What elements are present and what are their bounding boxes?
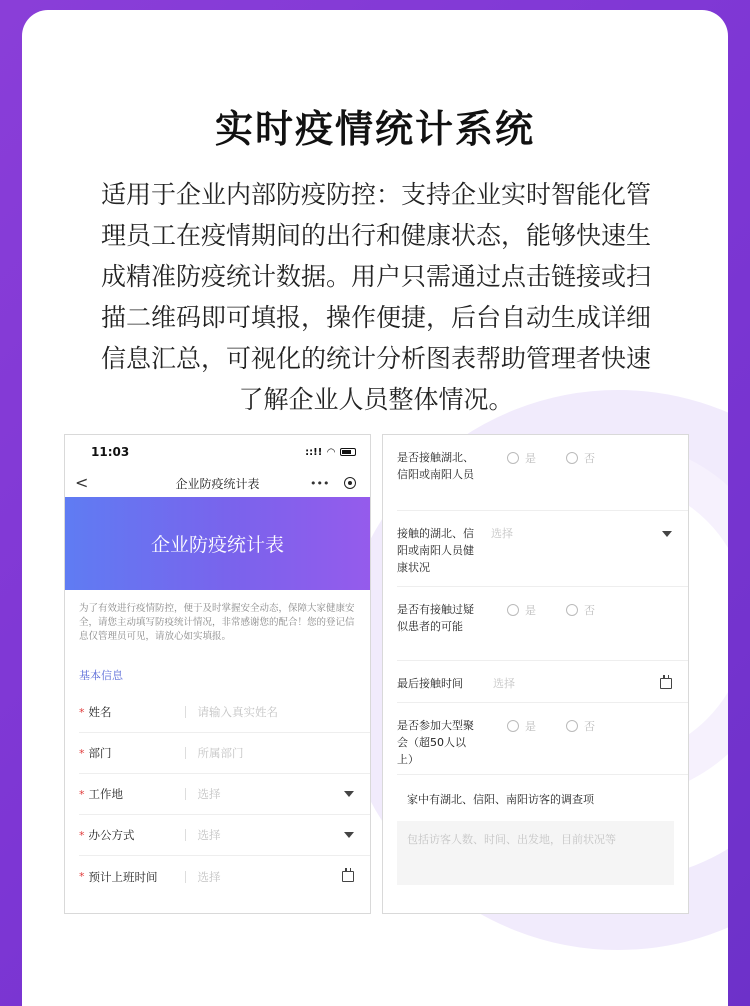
question-contact-hubei	[397, 435, 688, 511]
status-icons	[305, 447, 356, 458]
field-separator	[185, 829, 186, 841]
field-separator	[185, 747, 186, 759]
field-separator	[185, 788, 186, 800]
radio-label: 否	[584, 451, 595, 465]
question-label: 是否参加大型聚会（超50人以上）	[397, 719, 474, 766]
close-target-icon[interactable]	[344, 477, 356, 489]
visitor-survey-label: 家中有湖北、信阳、南阳访客的调查项	[407, 793, 594, 806]
calendar-icon[interactable]	[342, 871, 354, 882]
visitor-survey-textarea[interactable]: 包括访客人数、时间、出发地，目前状况等	[397, 821, 674, 885]
office-mode-field[interactable]	[79, 815, 370, 856]
back-icon[interactable]: <	[75, 473, 89, 492]
description-line: 信息汇总，可视化的统计分析图表帮助管理者快速	[100, 344, 651, 373]
office-mode-select[interactable]: 选择	[197, 828, 221, 842]
chevron-down-icon[interactable]	[344, 791, 354, 797]
radio-yes[interactable]	[507, 717, 536, 734]
calendar-icon[interactable]	[660, 678, 672, 689]
name-field[interactable]	[79, 692, 370, 733]
question-label: 是否接触湖北、信阳或南阳人员	[397, 451, 474, 481]
field-label: 办公方式	[88, 828, 135, 842]
form-screenshot-left	[64, 434, 371, 914]
description-line: 描二维码即可填报，操作便捷，后台自动生成详细	[100, 303, 651, 332]
radio-group	[507, 587, 595, 660]
radio-no[interactable]	[566, 601, 595, 618]
radio-no[interactable]	[566, 449, 595, 466]
nav-bar	[65, 469, 370, 497]
health-status-select[interactable]: 选择	[491, 527, 513, 540]
required-mark: *	[79, 870, 85, 883]
question-large-gathering	[397, 703, 688, 775]
radio-yes[interactable]	[507, 601, 536, 618]
section-title-basic-info: 基本信息	[79, 669, 123, 682]
field-separator	[185, 871, 186, 883]
status-time: 11:03	[91, 445, 130, 459]
department-field[interactable]	[79, 733, 370, 774]
required-mark: *	[79, 828, 85, 842]
form-banner: 企业防疫统计表	[65, 497, 370, 590]
chevron-down-icon[interactable]	[344, 832, 354, 838]
start-work-time-picker[interactable]: 选择	[197, 869, 221, 884]
workplace-select[interactable]: 选择	[197, 787, 221, 801]
battery-icon	[340, 448, 356, 456]
radio-label: 是	[525, 719, 536, 733]
chevron-down-icon[interactable]	[662, 531, 672, 537]
name-input[interactable]: 请输入真实姓名	[197, 705, 278, 719]
last-contact-time-picker[interactable]: 选择	[493, 677, 515, 690]
start-work-time-field[interactable]	[79, 856, 370, 897]
radio-icon	[566, 720, 578, 732]
radio-icon	[566, 452, 578, 464]
page-title: 实时疫情统计系统	[214, 107, 535, 151]
radio-label: 否	[584, 603, 595, 617]
radio-group	[507, 435, 595, 510]
radio-label: 是	[525, 451, 536, 465]
field-label: 工作地	[88, 787, 123, 801]
mini-program-capsule	[306, 473, 360, 493]
form-intro: 为了有效进行疫情防控，便于及时掌握安全动态，保障大家健康安全，请您主动填写防疫统计情况，非常感谢您的配合！您的登记信息仅管理员可见，请放心如实填报。	[79, 603, 355, 642]
required-mark: *	[79, 746, 85, 760]
question-label: 是否有接触过疑似患者的可能	[397, 603, 474, 633]
department-input[interactable]: 所属部门	[197, 746, 244, 760]
field-label: 部门	[88, 746, 112, 760]
radio-icon	[566, 604, 578, 616]
radio-icon	[507, 604, 519, 616]
radio-group	[507, 703, 595, 774]
description	[56, 174, 696, 420]
description-line: 适用于企业内部防疫防控：支持企业实时智能化管	[100, 180, 651, 209]
signal-icon: ::!!	[305, 446, 323, 458]
radio-label: 否	[584, 719, 595, 733]
description-line: 了解企业人员整体情况。	[238, 385, 514, 414]
question-label: 接触的湖北、信阳或南阳人员健康状况	[397, 527, 474, 574]
more-icon[interactable]: •••	[310, 476, 330, 490]
question-suspected-contact	[397, 587, 688, 661]
status-bar	[65, 435, 370, 469]
radio-label: 是	[525, 603, 536, 617]
field-label: 预计上班时间	[88, 869, 158, 884]
description-line: 理员工在疫情期间的出行和健康状态，能够快速生	[100, 221, 651, 250]
radio-yes[interactable]	[507, 449, 536, 466]
field-separator	[185, 706, 186, 718]
form-screenshot-right	[382, 434, 689, 914]
question-contact-health[interactable]	[397, 511, 688, 587]
radio-no[interactable]	[566, 717, 595, 734]
content-card	[22, 10, 728, 1006]
required-mark: *	[79, 705, 85, 719]
required-mark: *	[79, 787, 85, 801]
description-line: 成精准防疫统计数据。用户只需通过点击链接或扫	[100, 262, 651, 291]
nav-title: 企业防疫统计表	[175, 476, 260, 491]
radio-icon	[507, 452, 519, 464]
field-label: 姓名	[88, 705, 112, 719]
question-last-contact-time[interactable]	[397, 661, 688, 703]
question-label: 最后接触时间	[397, 677, 463, 690]
workplace-field[interactable]	[79, 774, 370, 815]
radio-icon	[507, 720, 519, 732]
wifi-icon: ◠	[327, 446, 335, 458]
